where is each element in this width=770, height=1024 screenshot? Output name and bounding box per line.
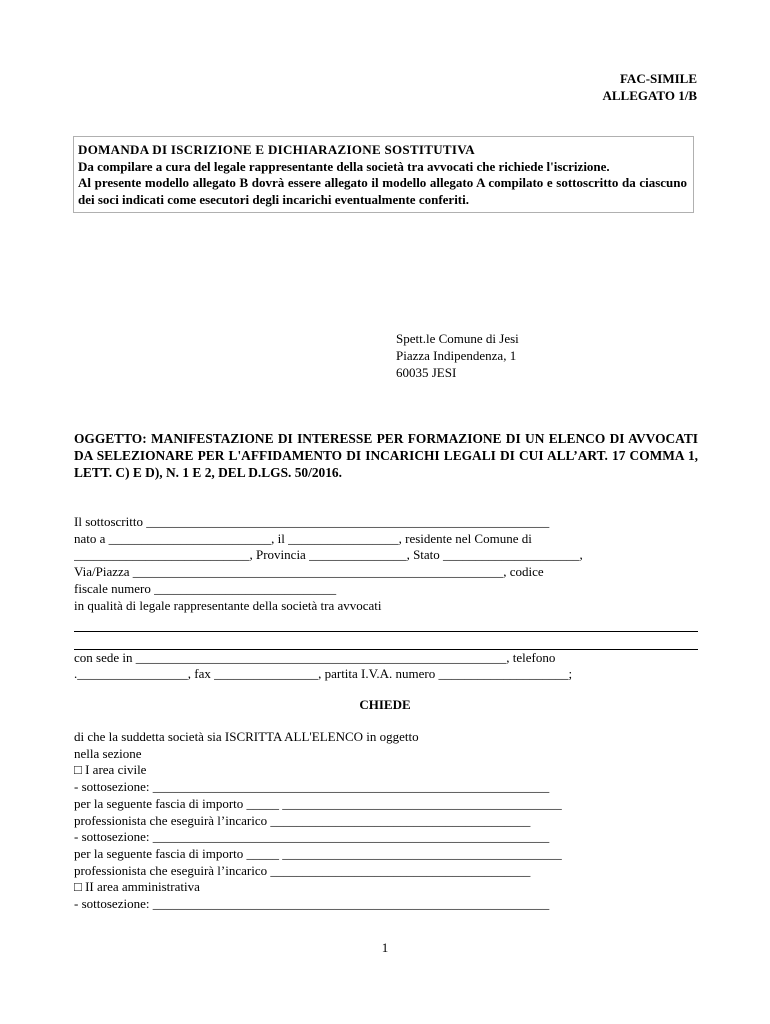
applicant-form [74,514,698,683]
document-header [602,70,697,104]
form-line-seat[interactable]: con sede in _________________________________________________________, telefono [74,649,556,665]
form-blank-line-2[interactable] [74,632,698,650]
notice-text-1: Da compilare a cura del legale rappresentante della società tra avvocati che richiede l'iscrizione. [78,158,610,174]
recipient-line-1: Spett.le Comune di Jesi [396,331,519,346]
form-line-birth[interactable]: nato a _________________________, il _________________, residente nel Comune di [74,530,532,546]
checkbox-area-civile[interactable]: □ I area civile [74,762,147,778]
form-line-role: in qualità di legale rappresentante della società tra avvocati [74,597,382,613]
fee-band-line-2[interactable]: per la seguente fascia di importo _____ ___________________________________________ [74,845,562,861]
form-line-residence[interactable]: ___________________________, Provincia _______________, Stato _____________________, [74,547,583,563]
section-selection [74,729,698,913]
checkbox-area-amministrativa[interactable]: □ II area amministrativa [74,879,200,895]
chiede-heading: CHIEDE [359,697,411,712]
form-line-name[interactable]: Il sottoscritto ______________________________________________________________ [74,514,550,529]
fac-simile-label: FAC-SIMILE [619,71,697,86]
fee-band-line-1[interactable]: per la seguente fascia di importo _____ ___________________________________________ [74,795,562,811]
notice-title: DOMANDA DI ISCRIZIONE E DICHIARAZIONE SOSTITUTIVA [78,142,475,157]
request-line: di che la suddetta società sia ISCRITTA ALL'ELENCO in oggetto [74,729,419,744]
page-number: 1 [381,940,389,955]
subsection-line-1[interactable]: - sottosezione: _____________________________________________________________ [74,779,550,795]
professional-line-1[interactable]: professionista che eseguirà l’incarico ________________________________________ [74,812,531,828]
recipient-line-3: 60035 JESI [396,365,457,380]
allegato-label: ALLEGATO 1/B [602,88,697,103]
section-label: nella sezione [74,745,142,761]
notice-box [73,136,694,213]
form-blank-line-1[interactable] [74,614,698,632]
form-line-contacts[interactable]: ._________________, fax ________________, partita I.V.A. numero ____________________; [74,666,573,682]
notice-text-2: Al presente modello allegato B dovrà essere allegato il modello allegato A compilato e sottoscritto da ciascuno dei soci indicati come esecutori degli incarichi eventualmente conferiti. [78,175,687,207]
form-line-address[interactable]: Via/Piazza _________________________________________________________, codice [74,564,544,580]
recipient-address [396,330,519,381]
subsection-line-2[interactable]: - sottosezione: _____________________________________________________________ [74,829,550,845]
form-line-fiscal-code[interactable]: fiscale numero ____________________________ [74,580,337,596]
professional-line-2[interactable]: professionista che eseguirà l’incarico ________________________________________ [74,862,531,878]
recipient-line-2: Piazza Indipendenza, 1 [396,348,517,363]
subsection-line-3[interactable]: - sottosezione: _____________________________________________________________ [74,896,550,912]
subject-paragraph: OGGETTO: MANIFESTAZIONE DI INTERESSE PER FORMAZIONE DI UN ELENCO DI AVVOCATI DA SELEZIONARE PER L'AFFIDAMENTO DI INCARICHI LEGALI DI CUI ALL’ART. 17 COMMA 1, LETT. C) E D), N. 1 E 2, DEL D.LGS. 50/2016. [74,431,698,480]
